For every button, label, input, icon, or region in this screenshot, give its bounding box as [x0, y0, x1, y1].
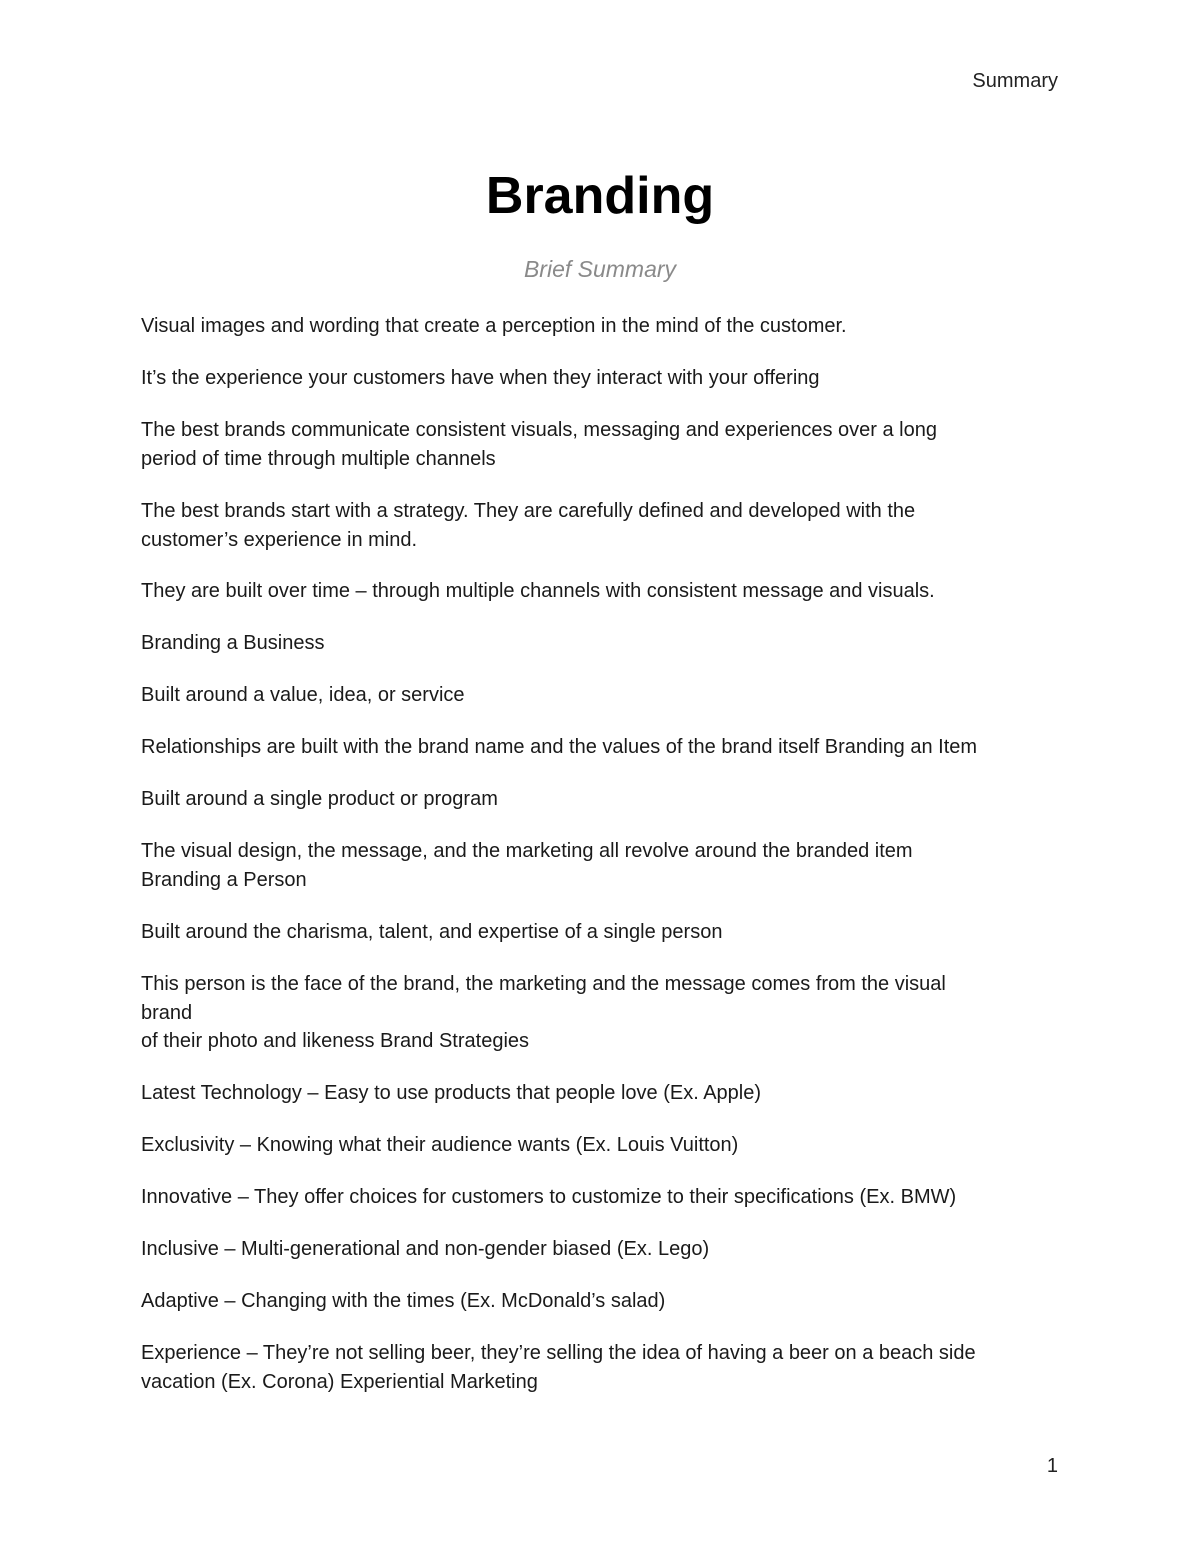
paragraph-experience-corona: Experience – They’re not selling beer, they’re selling the idea of having a beer on a beach side vacation (Ex. Corona) Experiential Marketing: [141, 1342, 976, 1393]
paragraph-built-over-time: They are built over time – through multiple channels with consistent message and visuals.: [141, 580, 935, 602]
paragraph-latest-technology: Latest Technology – Easy to use products that people love (Ex. Apple): [141, 1082, 762, 1104]
paragraph-relationships: Relationships are built with the brand name and the values of the brand itself Branding an Item: [141, 736, 978, 758]
paragraph-branding-a-business: Branding a Business: [141, 632, 325, 654]
paragraph-charisma: Built around the charisma, talent, and expertise of a single person: [141, 921, 723, 943]
paragraph-adaptive: Adaptive – Changing with the times (Ex. McDonald’s salad): [141, 1290, 666, 1312]
paragraph-single-product: Built around a single product or program: [141, 788, 498, 810]
paragraph-face-of-brand: This person is the face of the brand, the marketing and the message comes from the visual brand of their photo and likeness Brand Strategies: [141, 973, 946, 1052]
paragraph-exclusivity: Exclusivity – Knowing what their audience wants (Ex. Louis Vuitton): [141, 1134, 739, 1156]
paragraph-best-brands-consistent: The best brands communicate consistent visuals, messaging and experiences over a long period of time through multiple channels: [141, 419, 937, 470]
document-subtitle: Brief Summary: [523, 256, 677, 282]
paragraph-innovative: Innovative – They offer choices for customers to customize to their specifications (Ex. BMW): [141, 1186, 957, 1208]
paragraph-built-around-value: Built around a value, idea, or service: [141, 684, 465, 706]
paragraph-definition: Visual images and wording that create a perception in the mind of the customer.: [141, 315, 847, 337]
paragraph-inclusive: Inclusive – Multi-generational and non-gender biased (Ex. Lego): [141, 1238, 710, 1260]
page-number: 1: [1046, 1455, 1058, 1477]
paragraph-experience: It’s the experience your customers have when they interact with your offering: [141, 367, 820, 389]
paragraph-best-brands-strategy: The best brands start with a strategy. They are carefully defined and developed with the customer’s experience in mind.: [141, 500, 916, 551]
paragraph-visual-design: The visual design, the message, and the marketing all revolve around the branded item Branding a Person: [141, 840, 913, 891]
document-title: Branding: [485, 167, 715, 225]
running-header: Summary: [972, 70, 1058, 92]
